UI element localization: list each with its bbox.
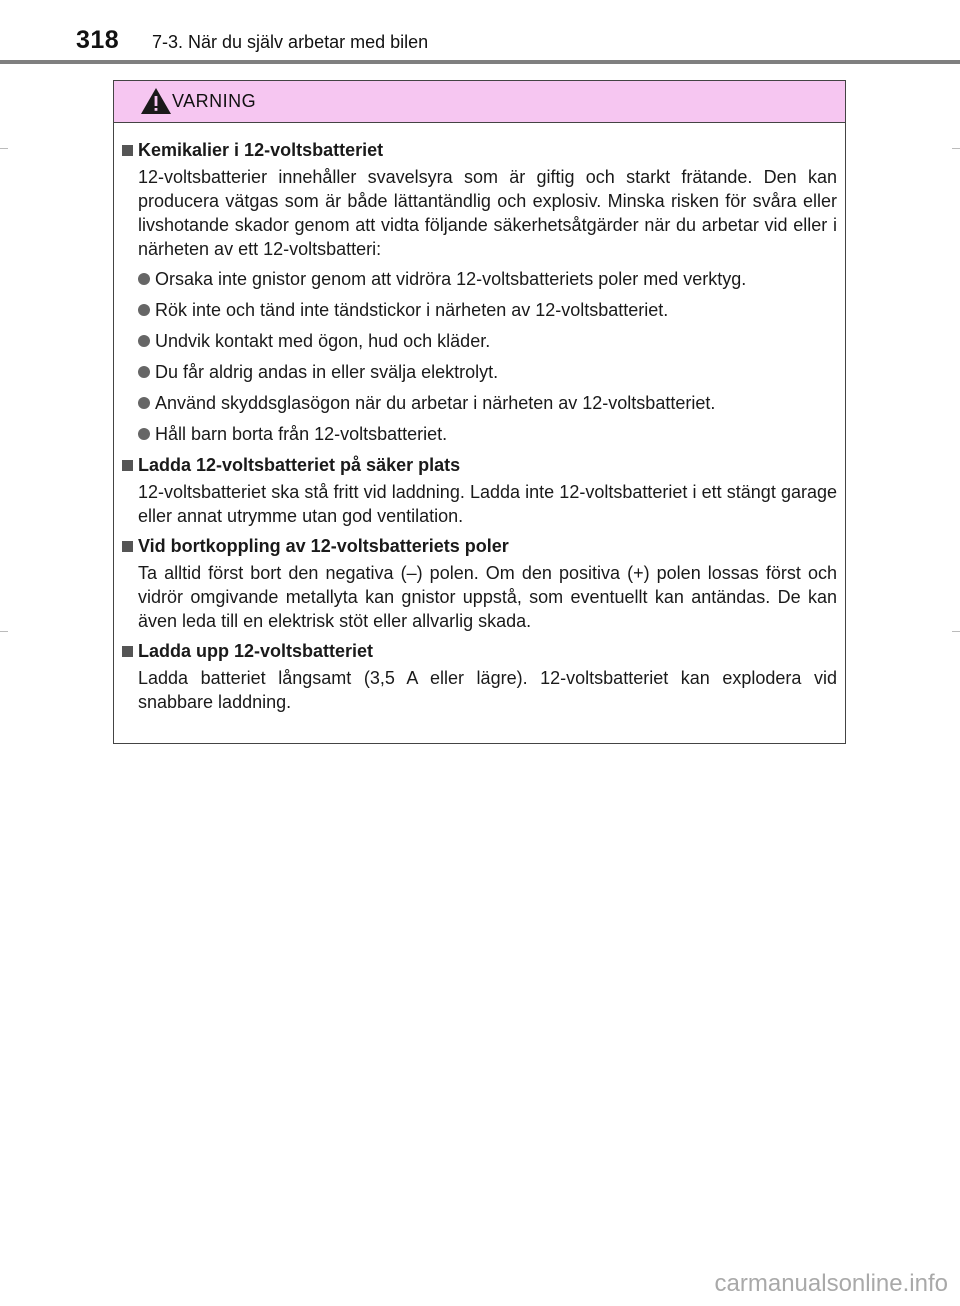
header-divider bbox=[0, 60, 960, 64]
page-header bbox=[0, 0, 960, 60]
warning-box bbox=[113, 80, 846, 744]
list-item bbox=[138, 391, 837, 415]
list-item-text: Rök inte och tänd inte tändstickor i närheten av 12-voltsbatteriet. bbox=[155, 300, 669, 320]
square-bullet-icon bbox=[122, 541, 133, 552]
topic-recharge bbox=[122, 639, 837, 714]
list-item bbox=[138, 267, 837, 291]
round-bullet-icon bbox=[138, 428, 150, 440]
list-item bbox=[138, 329, 837, 353]
topic-heading-text: Vid bortkoppling av 12-voltsbatteriets poler bbox=[138, 536, 509, 556]
round-bullet-icon bbox=[138, 335, 150, 347]
square-bullet-icon bbox=[122, 145, 133, 156]
list-item-text: Håll barn borta från 12-voltsbatteriet. bbox=[155, 424, 448, 444]
topic-safe-charging bbox=[122, 453, 837, 528]
list-item bbox=[138, 298, 837, 322]
round-bullet-icon bbox=[138, 273, 150, 285]
watermark: carmanualsonline.info bbox=[714, 1270, 948, 1297]
list-item-text: Undvik kontakt med ögon, hud och kläder. bbox=[155, 331, 491, 351]
topic-text: 12-voltsbatteriet ska stå fritt vid laddning. Ladda inte 12-voltsbatteriet i ett stängt garage eller annat utrymme utan god ventilation. bbox=[138, 482, 837, 526]
topic-chemicals bbox=[122, 138, 837, 446]
section-title: 7-3. När du själv arbetar med bilen bbox=[152, 32, 429, 52]
topic-heading bbox=[122, 534, 837, 558]
topic-heading-text: Ladda upp 12-voltsbatteriet bbox=[138, 641, 374, 661]
topic-disconnect-poles bbox=[122, 534, 837, 633]
page-number: 318 bbox=[76, 26, 120, 54]
round-bullet-icon bbox=[138, 366, 150, 378]
list-item bbox=[138, 422, 837, 446]
topic-text: Ta alltid först bort den negativa (–) polen. Om den positiva (+) polen lossas först och vidrör omgivande metallyta kan gnistor uppstå, som eventuellt kan antändas. De kan även leda till en elektrisk stöt eller allvarlig skada. bbox=[138, 563, 837, 631]
topic-text: Ladda batteriet långsamt (3,5 A eller lägre). 12-voltsbatteriet kan explodera vid snabbare laddning. bbox=[138, 668, 837, 712]
list-item-text: Du får aldrig andas in eller svälja elektrolyt. bbox=[155, 362, 499, 382]
square-bullet-icon bbox=[122, 460, 133, 471]
crop-mark bbox=[952, 148, 960, 149]
topic-heading bbox=[122, 138, 837, 162]
topic-heading bbox=[122, 453, 837, 477]
topic-heading-text: Ladda 12-voltsbatteriet på säker plats bbox=[138, 455, 461, 475]
crop-mark bbox=[952, 631, 960, 632]
list-item bbox=[138, 360, 837, 384]
warning-triangle-icon bbox=[140, 87, 172, 115]
warning-label: VARNING bbox=[172, 91, 257, 111]
topic-text: 12-voltsbatterier innehåller svavelsyra som är giftig och starkt frätande. Den kan producera vätgas som är både lättantändlig och explosiv. Minska risken för svåra eller livshotande skador genom att vidta följande säkerhetsåtgärder när du arbetar vid eller i närheten av ett 12-voltsbatteri: bbox=[138, 167, 837, 259]
crop-mark bbox=[0, 631, 8, 632]
warning-header bbox=[114, 81, 845, 123]
round-bullet-icon bbox=[138, 304, 150, 316]
warning-body bbox=[114, 123, 845, 714]
square-bullet-icon bbox=[122, 646, 133, 657]
topic-heading bbox=[122, 639, 837, 663]
topic-heading-text: Kemikalier i 12-voltsbatteriet bbox=[138, 140, 384, 160]
list-item-text: Orsaka inte gnistor genom att vidröra 12-voltsbatteriets poler med verktyg. bbox=[155, 269, 747, 289]
list-item-text: Använd skyddsglasögon när du arbetar i närheten av 12-voltsbatteriet. bbox=[155, 393, 716, 413]
round-bullet-icon bbox=[138, 397, 150, 409]
crop-mark bbox=[0, 148, 8, 149]
